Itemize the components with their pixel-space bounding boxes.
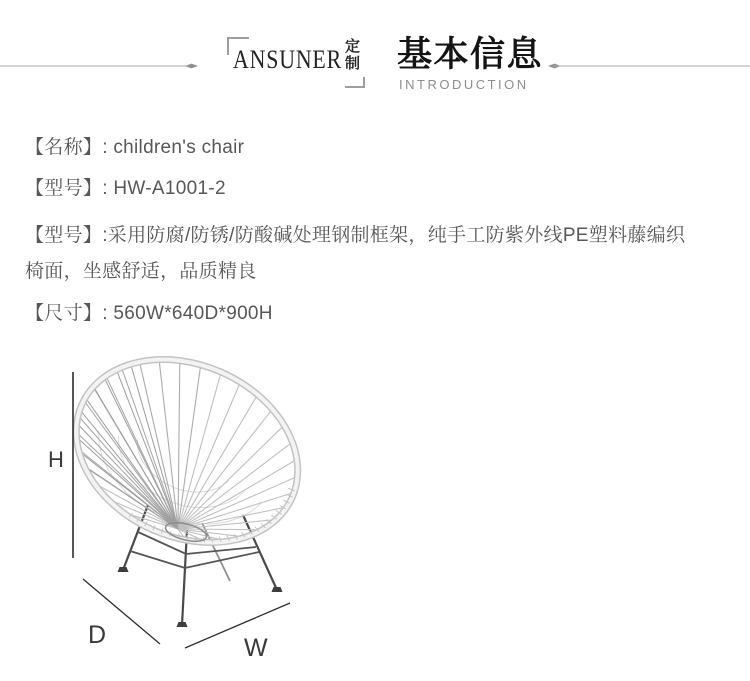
- product-desc-row: [25, 218, 685, 290]
- brand-name: ANSUNER: [233, 45, 343, 74]
- chair-spokes: [76, 360, 297, 543]
- section-title: 基本信息: [397, 35, 544, 74]
- width-dim-line: [185, 603, 290, 648]
- product-desc-line-1: 【型号】:采用防腐/防锈/防酸碱处理钢制框架，纯手工防紫外线PE塑料藤编织: [25, 225, 686, 246]
- section-subtitle: INTRODUCTION: [399, 77, 529, 92]
- chair-illustration: [30, 355, 370, 681]
- product-model-row: 【型号】: HW-A1001-2: [25, 178, 226, 199]
- chair-foot-right: [272, 587, 283, 592]
- left-line-diamond-icon: [185, 64, 198, 69]
- left-divider-line: [0, 61, 200, 71]
- width-label: W: [244, 634, 268, 662]
- brand-logo: [227, 30, 369, 100]
- dimension-lines: [73, 372, 290, 648]
- product-size-row: 【尺寸】: 560W*640D*900H: [25, 303, 273, 324]
- height-label: H: [48, 447, 64, 472]
- product-desc-line-2: 椅面，坐感舒适，品质精良: [25, 261, 257, 282]
- product-name-row: 【名称】: children's chair: [25, 137, 245, 158]
- corner-bracket-bottom-right-icon: [345, 77, 365, 88]
- brand-suffix: 定制: [345, 38, 361, 72]
- chair-foot-left: [118, 567, 129, 572]
- chair-foot-front: [177, 622, 188, 627]
- right-divider-line: [548, 61, 750, 71]
- dimension-diagram: [30, 355, 370, 681]
- depth-label: D: [88, 621, 107, 649]
